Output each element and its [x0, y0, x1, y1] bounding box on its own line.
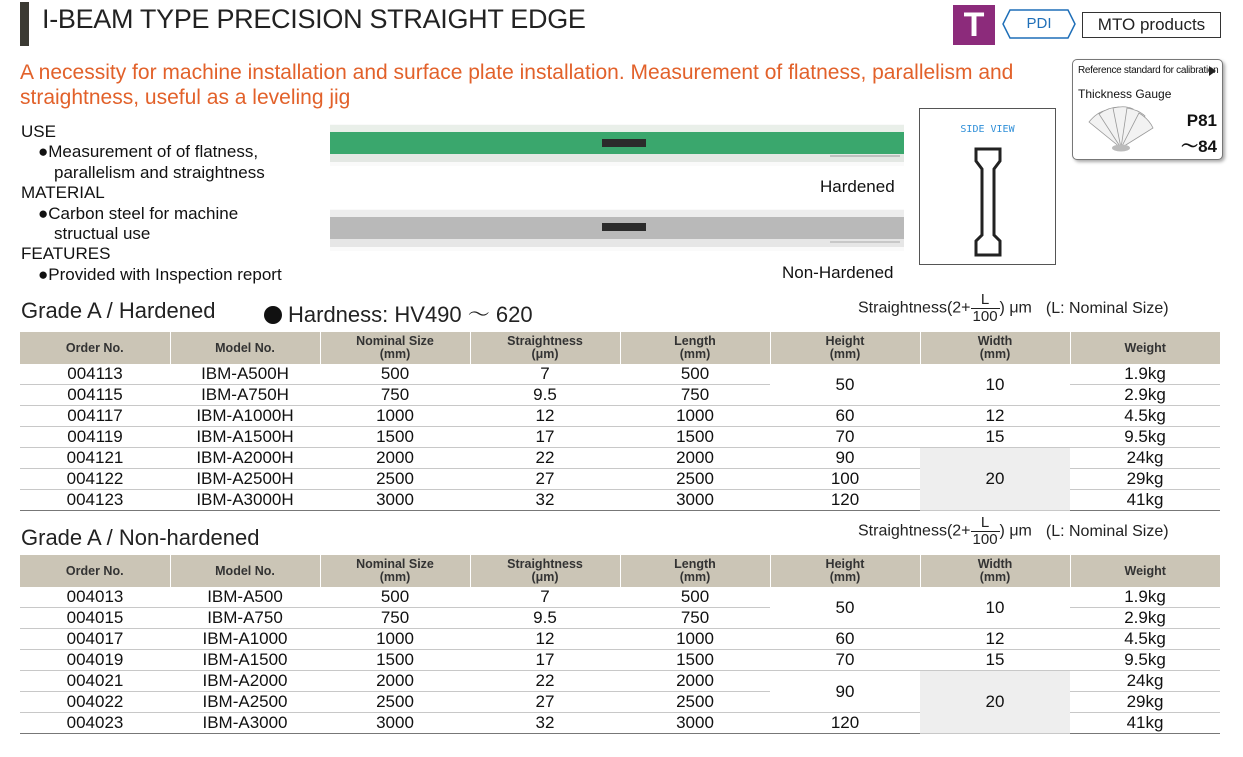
height: 90 [770, 448, 920, 469]
weight: 2.9kg [1070, 608, 1220, 629]
col-length [620, 332, 770, 364]
order-no: 004023 [20, 713, 170, 734]
col-nominal-label: Nominal Size [356, 557, 434, 571]
non-hardened-spec-table [20, 555, 1220, 734]
hardened-image-label: Hardened [820, 177, 895, 196]
nominal-size: 1000 [320, 406, 470, 427]
col-straightness-unit: (μm) [531, 570, 559, 584]
col-width-label: Width [977, 334, 1013, 348]
length: 1000 [620, 406, 770, 427]
height: 50 [770, 587, 920, 629]
straightness: 7 [470, 364, 620, 385]
material-line: structual use [54, 224, 151, 244]
col-nominal-unit: (mm) [379, 570, 411, 584]
length: 2500 [620, 692, 770, 713]
height: 120 [770, 490, 920, 511]
model-no: IBM-A3000H [170, 490, 320, 511]
nominal-size: 1500 [320, 650, 470, 671]
formula-numerator: L [971, 292, 1000, 309]
mto-badge: MTO products [1082, 12, 1221, 38]
length: 3000 [620, 713, 770, 734]
length: 1500 [620, 650, 770, 671]
col-order: Order No. [20, 555, 170, 587]
hardened-spec-table [20, 332, 1220, 511]
use-line: ●Measurement of of flatness, [38, 142, 259, 162]
height: 120 [770, 713, 920, 734]
table-row [20, 587, 1220, 608]
col-length-label: Length [674, 557, 716, 571]
model-no: IBM-A1000 [170, 629, 320, 650]
order-no: 004017 [20, 629, 170, 650]
straightness: 32 [470, 713, 620, 734]
col-straightness [470, 332, 620, 364]
height: 60 [770, 629, 920, 650]
non-hardened-section-title: Grade A / Non-hardened [21, 525, 260, 550]
col-model: Model No. [170, 555, 320, 587]
use-heading: USE [21, 122, 56, 141]
col-nominal [320, 332, 470, 364]
col-width-label: Width [977, 557, 1013, 571]
height: 70 [770, 427, 920, 448]
formula-denominator: 100 [972, 531, 998, 548]
nominal-size: 3000 [320, 713, 470, 734]
page-title: I-BEAM TYPE PRECISION STRAIGHT EDGE [42, 4, 586, 34]
length: 1000 [620, 629, 770, 650]
order-no: 004121 [20, 448, 170, 469]
nominal-size: 2500 [320, 692, 470, 713]
calibration-page-start: P81 [1186, 111, 1217, 130]
calibration-heading: Reference standard for calibration [1078, 65, 1219, 76]
nominal-size: 1000 [320, 629, 470, 650]
height: 70 [770, 650, 920, 671]
weight: 41kg [1070, 713, 1220, 734]
model-no: IBM-A2000H [170, 448, 320, 469]
straightness-formula [858, 292, 1169, 325]
i-beam-profile-icon [972, 147, 1004, 259]
order-no: 004021 [20, 671, 170, 692]
features-heading: FEATURES [21, 244, 111, 264]
col-straightness-label: Straightness [507, 334, 583, 348]
side-view-diagram [919, 108, 1056, 265]
formula-prefix: Straightness [858, 522, 947, 540]
order-no: 004113 [20, 364, 170, 385]
weight: 24kg [1070, 671, 1220, 692]
weight: 9.5kg [1070, 427, 1220, 448]
product-info [21, 122, 282, 285]
use-line: parallelism and straightness [54, 162, 265, 182]
width: 12 [920, 629, 1070, 650]
table-row [20, 364, 1220, 385]
calibration-reference-box[interactable] [1072, 59, 1223, 160]
table-row [20, 650, 1220, 671]
page-subtitle: A necessity for machine installation and surface plate installation. Measurement of flatness, parallelism and straightness, useful as a leveling jig [20, 61, 1014, 109]
t-badge: T [953, 5, 995, 45]
weight: 2.9kg [1070, 385, 1220, 406]
order-no: 004123 [20, 490, 170, 511]
order-no: 004119 [20, 427, 170, 448]
table-row [20, 448, 1220, 469]
weight: 24kg [1070, 448, 1220, 469]
order-no: 004015 [20, 608, 170, 629]
formula-numerator: L [971, 515, 1000, 532]
model-no: IBM-A500H [170, 364, 320, 385]
straightness: 32 [470, 490, 620, 511]
hardened-straight-edge-image [330, 124, 904, 166]
col-width-unit: (mm) [979, 570, 1011, 584]
bullet-icon [264, 306, 282, 324]
table-header-row [20, 555, 1220, 587]
model-no: IBM-A2000 [170, 671, 320, 692]
col-nominal-unit: (mm) [379, 347, 411, 361]
formula-note: (L: Nominal Size) [1045, 299, 1169, 317]
col-weight: Weight [1070, 555, 1220, 587]
height: 50 [770, 364, 920, 406]
weight: 1.9kg [1070, 587, 1220, 608]
col-height-label: Height [825, 557, 865, 571]
height: 60 [770, 406, 920, 427]
material-line: ●Carbon steel for machine [38, 203, 239, 223]
col-height [770, 332, 920, 364]
weight: 29kg [1070, 692, 1220, 713]
col-weight: Weight [1070, 332, 1220, 364]
nominal-size: 2000 [320, 448, 470, 469]
straightness-formula [858, 515, 1169, 548]
weight: 4.5kg [1070, 406, 1220, 427]
straightness: 17 [470, 650, 620, 671]
col-height [770, 555, 920, 587]
nominal-size: 500 [320, 587, 470, 608]
col-height-unit: (mm) [829, 347, 861, 361]
non-hardened-straight-edge-image [330, 209, 904, 251]
col-width [920, 332, 1070, 364]
order-no: 004117 [20, 406, 170, 427]
col-height-unit: (mm) [829, 570, 861, 584]
side-view-label: SIDE VIEW [960, 124, 1015, 135]
order-no: 004115 [20, 385, 170, 406]
weight: 9.5kg [1070, 650, 1220, 671]
length: 1500 [620, 427, 770, 448]
model-no: IBM-A1500 [170, 650, 320, 671]
model-no: IBM-A750 [170, 608, 320, 629]
col-straightness-unit: (μm) [531, 347, 559, 361]
weight: 1.9kg [1070, 364, 1220, 385]
formula-open: (2+ [946, 299, 971, 317]
height: 90 [770, 671, 920, 713]
weight: 41kg [1070, 490, 1220, 511]
order-no: 004022 [20, 692, 170, 713]
nominal-size: 3000 [320, 490, 470, 511]
formula-close: ) μm [999, 522, 1032, 540]
width: 12 [920, 406, 1070, 427]
nominal-size: 750 [320, 385, 470, 406]
straightness: 27 [470, 469, 620, 490]
order-no: 004013 [20, 587, 170, 608]
model-no: IBM-A500 [170, 587, 320, 608]
nominal-size: 2500 [320, 469, 470, 490]
formula-denominator: 100 [972, 308, 998, 325]
col-length-label: Length [674, 334, 716, 348]
length: 2000 [620, 448, 770, 469]
nominal-size: 1500 [320, 427, 470, 448]
formula-fraction [971, 515, 1000, 548]
length: 500 [620, 364, 770, 385]
nominal-size: 500 [320, 364, 470, 385]
formula-close: ) μm [999, 299, 1032, 317]
col-order: Order No. [20, 332, 170, 364]
col-length-unit: (mm) [679, 570, 711, 584]
hardness-text: Hardness: HV490 ～ 620 [288, 302, 533, 327]
hardness-spec [264, 298, 533, 329]
formula-fraction [971, 292, 1000, 325]
weight: 4.5kg [1070, 629, 1220, 650]
col-width [920, 555, 1070, 587]
formula-open: (2+ [946, 522, 971, 540]
length: 500 [620, 587, 770, 608]
col-straightness [470, 555, 620, 587]
non-hardened-image-label: Non-Hardened [782, 263, 894, 282]
width: 20 [920, 448, 1070, 511]
col-width-unit: (mm) [979, 347, 1011, 361]
model-no: IBM-A1000H [170, 406, 320, 427]
straightness: 27 [470, 692, 620, 713]
table-row [20, 629, 1220, 650]
pdi-badge-label: PDI [1026, 15, 1052, 32]
width: 15 [920, 650, 1070, 671]
model-no: IBM-A750H [170, 385, 320, 406]
straightness: 7 [470, 587, 620, 608]
col-nominal [320, 555, 470, 587]
width: 10 [920, 587, 1070, 629]
straightness: 22 [470, 448, 620, 469]
straightness: 9.5 [470, 385, 620, 406]
width: 15 [920, 427, 1070, 448]
arrow-right-icon [1209, 66, 1216, 76]
table-header-row [20, 332, 1220, 364]
order-no: 004122 [20, 469, 170, 490]
material-heading: MATERIAL [21, 183, 105, 203]
col-height-label: Height [825, 334, 865, 348]
col-length-unit: (mm) [679, 347, 711, 361]
pdi-badge [1002, 9, 1076, 39]
nominal-size: 2000 [320, 671, 470, 692]
straightness: 12 [470, 629, 620, 650]
width: 20 [920, 671, 1070, 734]
model-no: IBM-A3000 [170, 713, 320, 734]
col-length [620, 555, 770, 587]
model-no: IBM-A1500H [170, 427, 320, 448]
length: 3000 [620, 490, 770, 511]
calibration-item: Thickness Gauge [1078, 87, 1172, 101]
straightness: 22 [470, 671, 620, 692]
features-line: ●Provided with Inspection report [38, 264, 282, 284]
order-no: 004019 [20, 650, 170, 671]
straightness: 17 [470, 427, 620, 448]
length: 750 [620, 608, 770, 629]
weight: 29kg [1070, 469, 1220, 490]
title-accent-bar [20, 2, 29, 46]
length: 2000 [620, 671, 770, 692]
straightness: 12 [470, 406, 620, 427]
length: 2500 [620, 469, 770, 490]
hardened-section-title: Grade A / Hardened [21, 298, 216, 323]
width: 10 [920, 364, 1070, 406]
col-straightness-label: Straightness [507, 557, 583, 571]
col-nominal-label: Nominal Size [356, 334, 434, 348]
col-model: Model No. [170, 332, 320, 364]
straightness: 9.5 [470, 608, 620, 629]
model-no: IBM-A2500 [170, 692, 320, 713]
formula-note: (L: Nominal Size) [1045, 522, 1169, 540]
table-row [20, 427, 1220, 448]
thickness-gauge-icon [1083, 104, 1161, 152]
height: 100 [770, 469, 920, 490]
table-row [20, 671, 1220, 692]
model-no: IBM-A2500H [170, 469, 320, 490]
table-row [20, 406, 1220, 427]
length: 750 [620, 385, 770, 406]
formula-prefix: Straightness [858, 299, 947, 317]
calibration-page-end: ～84 [1181, 137, 1217, 156]
nominal-size: 750 [320, 608, 470, 629]
